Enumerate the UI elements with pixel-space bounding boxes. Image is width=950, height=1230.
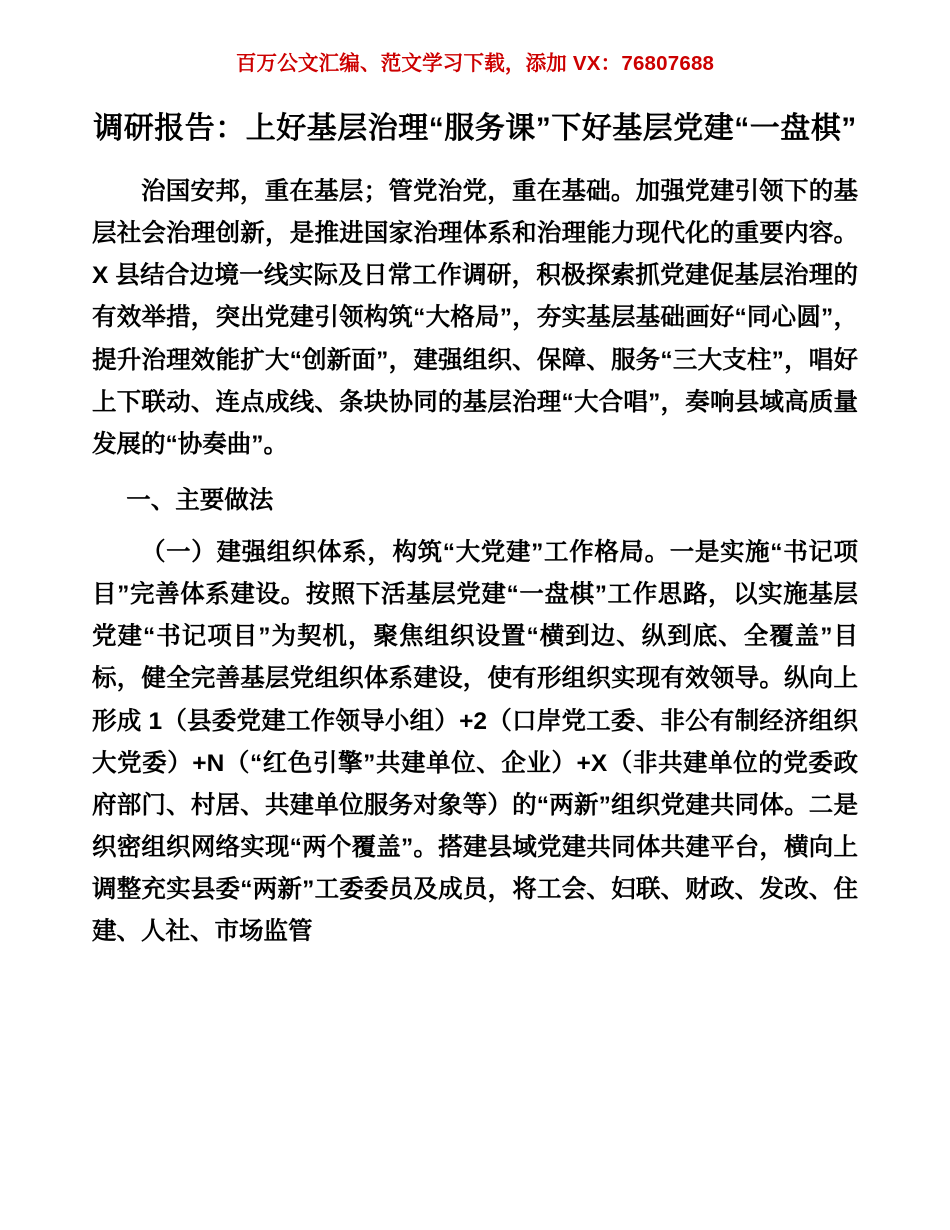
- paragraph-subsection-one: （一）建强组织体系，构筑“大党建”工作格局。一是实施“书记项目”完善体系建设。按照下活基层党建“一盘棋”工作思路，以实施基层党建“书记项目”为契机，聚焦组织设置“横到边、纵到底、全覆盖”目标，健全完善基层党组织体系建设，使有形组织实现有效领导。纵向上形成 1（县委党建工作领导小组）+2（口岸党工委、非公有制经济组织大党委）+N（“红色引擎”共建单位、企业）+X（非共建单位的党委政府部门、村居、共建单位服务对象等）的“两新”组织党建共同体。二是织密组织网络实现“两个覆盖”。搭建县域党建共同体共建平台，横向上调整充实县委“两新”工委委员及成员，将工会、妇联、财政、发改、住建、人社、市场监管: [92, 539, 858, 946]
- section-heading-one: 一、主要做法: [126, 486, 274, 514]
- paragraph-intro: 治国安邦，重在基层；管党治党，重在基础。加强党建引领下的基层社会治理创新，是推进国家治理体系和治理能力现代化的重要内容。X 县结合边境一线实际及日常工作调研，积极探索抓党建促基层治理的有效举措，突出党建引领构筑“大格局”，夯实基层基础画好“同心圆”，提升治理效能扩大“创新面”，建强组织、保障、服务“三大支柱”，唱好上下联动、连点成线、条块协同的基层治理“大合唱”，奏响县域高质量发展的“协奏曲”。: [92, 178, 858, 458]
- watermark-banner: 百万公文汇编、范文学习下载，添加 VX：76807688: [235, 52, 715, 75]
- page-title: 调研报告：上好基层治理“服务课”下好基层党建“一盘棋”: [93, 112, 857, 145]
- document-body: [92, 171, 858, 953]
